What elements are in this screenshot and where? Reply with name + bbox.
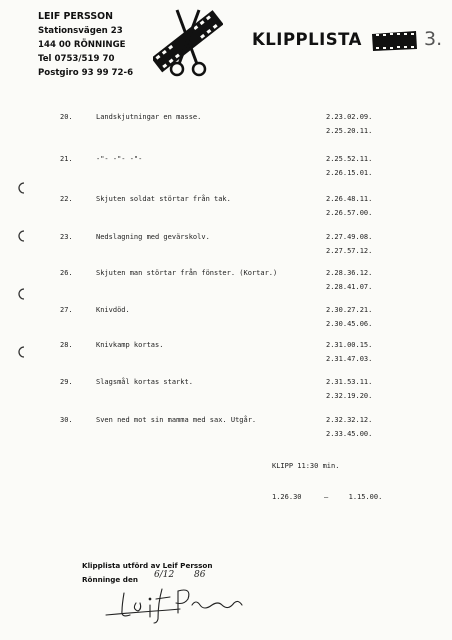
timecode-out: 2.31.47.03. [326, 355, 373, 363]
clip-description: Knivdöd. [96, 306, 130, 314]
clip-description: Skjuten soldat störtar från tak. [96, 195, 231, 203]
clip-entry [0, 378, 452, 412]
clip-entry [0, 233, 452, 267]
clip-entry [0, 113, 452, 147]
clip-entry [0, 155, 452, 189]
sender-postgiro: Postgiro 93 99 72-6 [38, 68, 134, 78]
sender-street: Stationsvägen 23 [38, 26, 123, 36]
clip-number: 27. [60, 306, 73, 314]
timecode-out: 2.26.15.01. [326, 169, 373, 177]
timecode-in: 2.26.48.11. [326, 195, 373, 203]
clip-number: 28. [60, 341, 73, 349]
footer-place-date: Rönninge den [82, 575, 138, 584]
clip-entry [0, 306, 452, 340]
footer-prepared-by: Klipplista utförd av Leif Persson [82, 561, 213, 570]
sender-city: 144 00 RÖNNINGE [38, 40, 126, 50]
timecode-in: 2.32.32.12. [326, 416, 373, 424]
clip-entry [0, 195, 452, 229]
timecode-out: 2.28.41.07. [326, 283, 373, 291]
clip-description: Landskjutningar en masse. [96, 113, 202, 121]
clip-entry [0, 416, 452, 450]
clip-description: Nedslagning med gevärskolv. [96, 233, 210, 241]
timecode-in: 2.31.00.15. [326, 341, 373, 349]
timecode-in: 2.30.27.21. [326, 306, 373, 314]
clip-description: -"- -"- -"- [96, 155, 143, 163]
timecode-out: 2.25.20.11. [326, 127, 373, 135]
clip-entry [0, 341, 452, 375]
clip-number: 29. [60, 378, 73, 386]
timecode-in: 2.28.36.12. [326, 269, 373, 277]
clip-number: 20. [60, 113, 73, 121]
clip-number: 22. [60, 195, 73, 203]
runtime-change [272, 493, 382, 501]
timecode-in: 2.25.52.11. [326, 155, 373, 163]
timecode-in: 2.27.49.08. [326, 233, 373, 241]
clip-description: Sven ned mot sin mamma med sax. Utgår. [96, 416, 257, 424]
date-month: 12 [162, 570, 175, 580]
timecode-out: 2.26.57.00. [326, 209, 373, 217]
clip-description: Knivkamp kortas. [96, 341, 164, 349]
timecode-out: 2.33.45.00. [326, 430, 373, 438]
clip-number: 21. [60, 155, 73, 163]
document-title: KLIPPLISTA [252, 30, 362, 49]
sender-name: LEIF PERSSON [38, 11, 113, 22]
clip-entry [0, 269, 452, 303]
clip-number: 26. [60, 269, 73, 277]
handwritten-date: 6/12 86 [154, 570, 206, 580]
clip-number: 23. [60, 233, 73, 241]
clip-number: 30. [60, 416, 73, 424]
clip-description: Slagsmål kortas starkt. [96, 378, 193, 386]
timecode-out: 2.30.45.06. [326, 320, 373, 328]
sender-block [38, 10, 133, 80]
film-scissors-logo [153, 6, 223, 78]
timecode-out: 2.32.19.20. [326, 392, 373, 400]
date-year: 86 [193, 570, 206, 580]
clip-description: Skjuten man störtar från fönster. (Kortar.) [96, 269, 278, 277]
runtime-to: 1.15.00. [348, 493, 383, 501]
handwritten-signature [100, 583, 250, 625]
runtime-from: 1.26.30 [272, 493, 302, 501]
page-number: 3. [424, 28, 443, 50]
date-day: 6 [154, 570, 160, 580]
timecode-in: 2.23.02.09. [326, 113, 373, 121]
total-cut-time: KLIPP 11:30 min. [272, 462, 340, 470]
timecode-in: 2.31.53.11. [326, 378, 373, 386]
runtime-dash: – [323, 493, 329, 501]
timecode-out: 2.27.57.12. [326, 247, 373, 255]
film-strip-icon [370, 30, 418, 52]
sender-phone: Tel 0753/519 70 [38, 54, 115, 64]
